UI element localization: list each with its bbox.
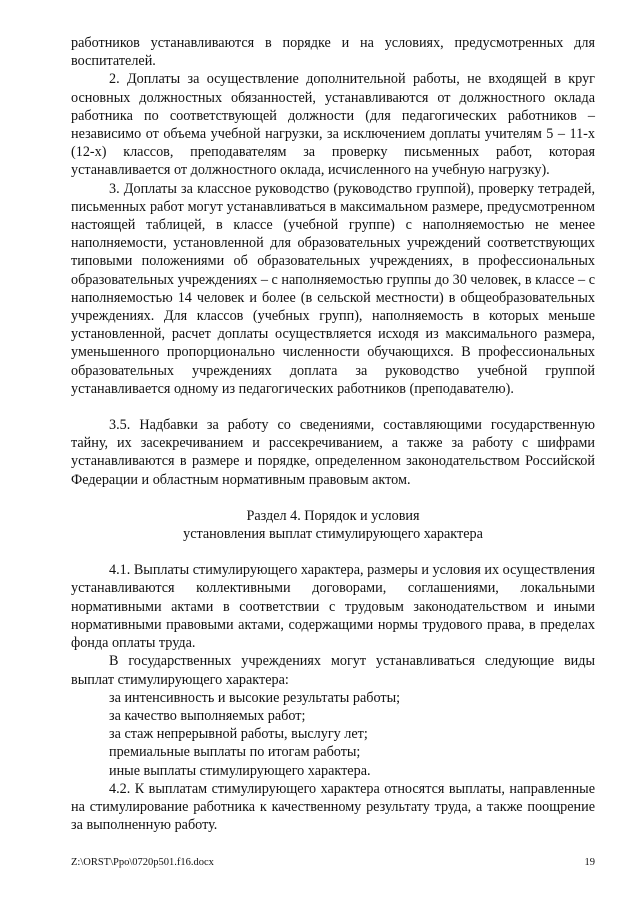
paragraph-item-3: 3. Доплаты за классное руководство (руководство группой), проверку тетрадей, письменных работ могут устанавливаться в максимальном размере, предусмотренном настоящей таблицей, в классе (учебной группе) с наполняемостью не менее наполняемости, установленной для образовательных учреждений соответствующих типовыми положениями об образовательных учреждениях, в профессиональных образовательных учреждениях – с наполняемостью группы до 30 человек, в классе – с наполняемостью 14 человек и более (в сельской местности) в общеобразовательных учреждениях. Для классов (учебных групп), наполняемость в которых меньше установленной, расчет доплаты осуществляется исходя из максимального размера, уменьшенного пропорционально численности обучающихся. В профессиональных образовательных учреждениях доплата за руководство учебной группой устанавливается одному из педагогических работников (преподавателю). xyxy=(71,180,595,397)
spacer xyxy=(71,489,595,507)
paragraph-4-1: 4.1. Выплаты стимулирующего характера, размеры и условия их осуществления устанавливаются коллективными договорами, соглашениями, локальными нормативными актами в соответствии с трудовым законодательством и иными нормативными правовыми актами, содержащими нормы трудового права, в пределах фонда оплаты труда. xyxy=(71,562,595,652)
spacer xyxy=(71,543,595,561)
list-item: за стаж непрерывной работы, выслугу лет; xyxy=(109,726,368,743)
footer-file-path: Z:\ORST\Ppo\0720p501.f16.docx xyxy=(71,857,214,868)
paragraph-3-5: 3.5. Надбавки за работу со сведениями, составляющими государственную тайну, их засекречиванием и рассекречиванием, а также за работу с шифрами устанавливаются в размере и порядке, определенном законодательством Российской Федерации и областным нормативным правовым актом. xyxy=(71,417,595,488)
paragraph-4-2: 4.2. К выплатам стимулирующего характера относятся выплаты, направленные на стимулирование работника к качественному результату труда, а также поощрение за выполненную работу. xyxy=(71,780,595,834)
section-heading-line1: Раздел 4. Порядок и условия xyxy=(246,507,420,524)
list-item: за интенсивность и высокие результаты работы; xyxy=(109,689,401,706)
list-item: за качество выполняемых работ; xyxy=(109,707,306,724)
list-item: иные выплаты стимулирующего характера. xyxy=(109,762,371,779)
document-body xyxy=(71,34,595,834)
list-item: премиальные выплаты по итогам работы; xyxy=(109,744,361,761)
paragraph-types-intro: В государственных учреждениях могут устанавливаться следующие виды выплат стимулирующего характера: xyxy=(71,653,595,688)
page-number: 19 xyxy=(584,857,595,868)
section-heading-line2: установления выплат стимулирующего характера xyxy=(183,526,483,543)
paragraph-item-2: 2. Доплаты за осуществление дополнительной работы, не входящей в круг основных должностных обязанностей, устанавливаются от должностного оклада работника по соответствующей должности (для педагогических работников – независимо от объема учебной нагрузки, за исключением доплаты учителям 5 – 11-х (12-х) классов, преподавателям за проверку письменных работ, которая устанавливается от должностного оклада, исчисленного на учебную нагрузку). xyxy=(71,71,595,179)
paragraph-continuation: работников устанавливаются в порядке и на условиях, предусмотренных для воспитателей. xyxy=(71,35,595,70)
spacer xyxy=(71,398,595,416)
